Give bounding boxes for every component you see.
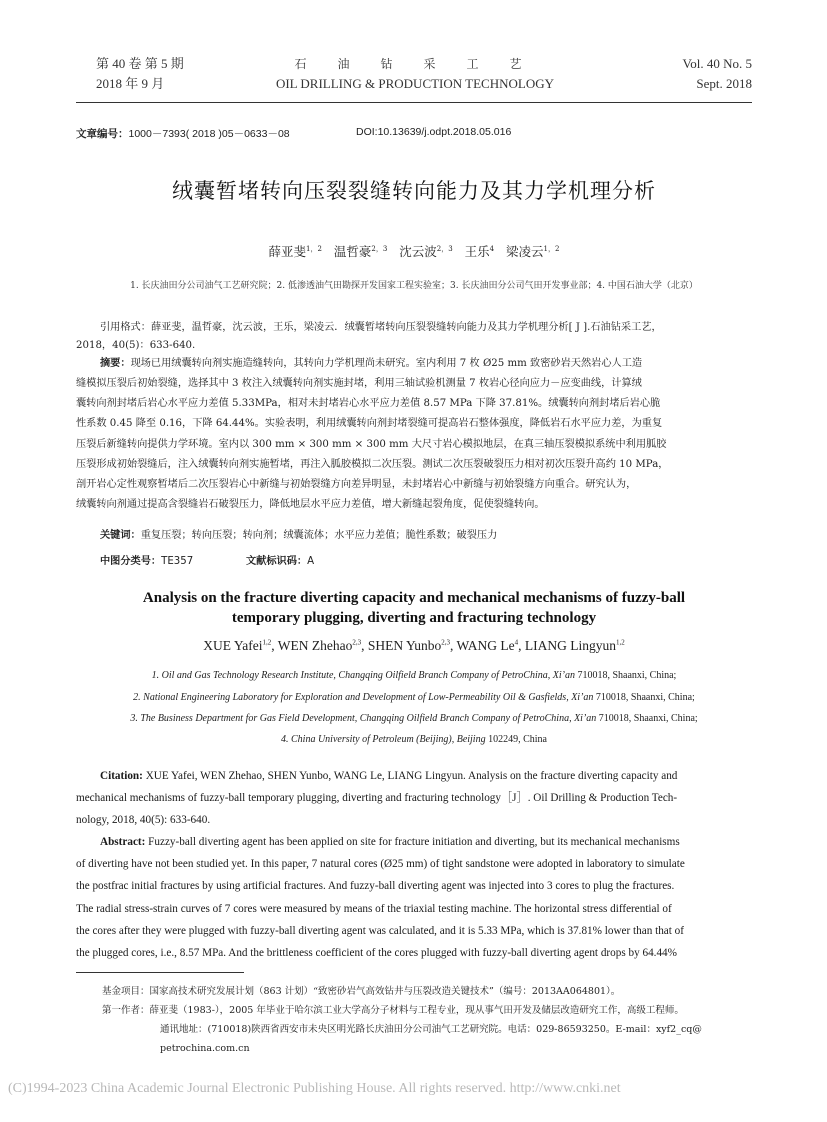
abstract-cn-line: 现场已用绒囊转向剂实施造缝转向，其转向力学机理尚未研究。室内利用 7 枚 Ø25 mm 致密砂岩天然岩心人工造 bbox=[130, 358, 643, 369]
author-cn: 温哲豪 bbox=[333, 244, 372, 259]
author-cn: 沈云波 bbox=[399, 244, 437, 259]
author-en: XUE Yafei bbox=[203, 638, 263, 653]
abstract-cn-line: 囊转向剂封堵后岩心水平应力差值 5.33MPa，相对未封堵岩心水平应力差值 8.57 MPa 下降 37.81%。绒囊转向剂封堵后岩心脆 bbox=[76, 398, 661, 410]
abstract-en-line: the postfrac initial fractures by using artificial fractures. And fuzzy-ball diverting agent was injected into 3 cores to plug the fractures. bbox=[76, 880, 675, 893]
keywords-cn-text: 重复压裂；转向压裂；转向剂；绒囊流体；水平应力差值；脆性系数；破裂压力 bbox=[140, 530, 498, 541]
author-affil-sup: 1,2 bbox=[262, 638, 272, 647]
abstract-en-line: of diverting have not been studied yet. In this paper, 7 natural cores (Ø25 mm) of tight sandstone were adopted in laboratory to simulate bbox=[76, 858, 685, 871]
keywords-cn bbox=[100, 526, 752, 546]
abstract-cn-line: 压裂形成初始裂缝后，注入绒囊转向剂实施暂堵，再注入胍胶模拟二次压裂。测试二次压裂破裂压力相对初次压裂升高约 10 MPa， bbox=[76, 458, 669, 470]
article-meta bbox=[76, 126, 290, 141]
citation-en-line3: nology, 2018, 40(5): 633-640. bbox=[76, 814, 211, 827]
abstract-cn-line: 压裂后新缝转向提供力学环境。室内以 300 mm × 300 mm × 300 mm 大尺寸岩心模拟地层，在真三轴压裂模拟系统中利用胍胶 bbox=[76, 438, 667, 450]
author-affil-sup: 2,3 bbox=[352, 638, 362, 647]
affiliation-en bbox=[60, 670, 768, 681]
citation-en bbox=[76, 765, 752, 832]
author-affil-sup: 1，2 bbox=[306, 244, 322, 253]
author-en: LIANG Lingyun bbox=[524, 638, 616, 653]
abstract-cn-line: 性系数 0.45 降至 0.16，下降 64.44%。实验表明，利用绒囊转向剂封堵裂缝可提高岩石整体强度，降低岩石水平应力差，为重复 bbox=[76, 418, 663, 430]
title-en bbox=[76, 588, 752, 628]
title-en-line1: Analysis on the fracture diverting capacity and mechanical mechanisms of fuzzy-ball bbox=[142, 590, 686, 606]
affiliation-en-tail: 710018, Shaanxi, China; bbox=[596, 713, 698, 724]
author-affil-sup: 4 bbox=[514, 638, 519, 647]
affiliation-en bbox=[60, 692, 768, 703]
author-affil-sup: 1，2 bbox=[543, 244, 560, 253]
copyright-footer: (C)1994-2023 China Academic Journal Electronic Publishing House. All rights reserved. http://www.cnki.net bbox=[8, 1081, 621, 1096]
abstract-cn-line: 缝模拟压裂后初始裂缝，选择其中 3 枚注入绒囊转向剂实施封堵，利用三轴试验机测量 7 枚岩心径向应力－应变曲线，计算绒 bbox=[76, 378, 642, 389]
abstract-en bbox=[76, 831, 752, 964]
affiliation-en bbox=[60, 713, 768, 724]
authors-cn bbox=[76, 242, 752, 260]
doi: DOI:10.13639/j.odpt.2018.05.016 bbox=[356, 126, 512, 138]
title-en-line2: temporary plugging, diverting and fracturing technology bbox=[231, 610, 597, 626]
author-en: WANG Le bbox=[456, 638, 515, 653]
affiliation-en-tail: 710018, Shaanxi, China; bbox=[574, 670, 677, 681]
affiliation-en-text: 4. China University of Petroleum (Beijing), Beijing bbox=[281, 734, 486, 745]
abstract-en-first-line bbox=[76, 831, 752, 853]
funding-label: 基金项目： bbox=[102, 986, 150, 997]
citation-en-line1: XUE Yafei, WEN Zhehao, SHEN Yunbo, WANG Le, LIANG Lingyun. Analysis on the fracture diverting capacity and bbox=[142, 770, 678, 782]
doc-code bbox=[246, 552, 314, 572]
journal-name-cn: 石 油 钻 采 工 艺 bbox=[294, 57, 536, 71]
author-affil-sup: 4 bbox=[489, 244, 495, 253]
volume-cn: 第 40 卷 第 5 期 bbox=[96, 56, 184, 71]
abstract-cn-line: 剖开岩心定性观察暂堵后二次压裂岩心中新缝与初始裂缝方向差异明显，未封堵岩心中新缝与初始裂缝方向重合。研究认为， bbox=[76, 479, 637, 491]
abstract-cn-line: 绒囊转向剂通过提高含裂缝岩石破裂压力，降低地层水平应力差值，增大新缝起裂角度，促使裂缝转向。 bbox=[76, 499, 545, 511]
citation-en-first-line bbox=[76, 765, 752, 787]
affiliations-cn: 1. 长庆油田分公司油气工艺研究院；2. 低渗透油气田勘探开发国家工程实验室；3. 长庆油田分公司气田开发事业部；4. 中国石油大学（北京） bbox=[130, 281, 698, 291]
header-rule bbox=[76, 102, 752, 103]
abstract-cn-first-line bbox=[100, 354, 752, 374]
clc-label: 中图分类号： bbox=[100, 556, 162, 567]
abstract-en-line: the cores after they were plugged with fuzzy-ball diverting agent was calculated, and it is 5.33 MPa, which is 37.81% lower than that of bbox=[76, 924, 684, 937]
first-author-note bbox=[102, 1001, 754, 1020]
affiliation-en bbox=[60, 734, 768, 745]
citation-en-line2: mechanical mechanisms of fuzzy-ball temporary plugging, diverting and fracturing technology［J］. Oil Drilling & Production Tech- bbox=[76, 792, 678, 805]
author-cn: 梁凌云 bbox=[506, 244, 544, 259]
journal-issue-cn bbox=[96, 54, 184, 94]
keywords-cn-label: 关键词： bbox=[100, 530, 141, 541]
citation-cn-line2: 2018，40(5)：633-640. bbox=[76, 340, 196, 351]
doc-code-value: A bbox=[307, 556, 315, 567]
clc-number bbox=[100, 552, 193, 572]
author-cn: 薛亚斐 bbox=[268, 244, 307, 259]
abstract-en-line: The radial stress-strain curves of 7 cores were measured by means of the triaxial testing machine. The horizontal stress differential of bbox=[76, 902, 672, 915]
funding-text: 国家高技术研究发展计划（863 计划）“致密砂岩气高效钻井与压裂改造关键技术”（编号：2013AA064801）。 bbox=[149, 986, 621, 997]
journal-issue-en bbox=[683, 54, 752, 94]
footnote-rule bbox=[76, 972, 244, 973]
first-author-label: 第一作者： bbox=[102, 1005, 150, 1016]
title-cn: 绒囊暂堵转向压裂裂缝转向能力及其力学机理分析 bbox=[172, 179, 656, 203]
first-author-text: 薛亚斐（1983-），2005 年毕业于哈尔滨工业大学高分子材料与工程专业，现从事气田开发及储层改造研究工作，高级工程师。 bbox=[149, 1005, 684, 1016]
affiliation-en-text: 3. The Business Department for Gas Field Development, Changqing Oilfield Branch Company of PetroChina, Xi’an bbox=[130, 713, 597, 724]
authors-en: XUE Yafei$^{1,2}$, WEN Zhehao$^{2,3}$, SHEN Yunbo$^{2,3}$, WANG Le$^4$, LIANG Lingyun$^{1,2}$ bbox=[203, 638, 625, 653]
date-en: Sept. 2018 bbox=[696, 76, 752, 91]
abstract-en-line1: Fuzzy-ball diverting agent has been applied on site for fracture initiation and diverting, but its mechanical mechanisms bbox=[145, 836, 680, 848]
affiliation-en-tail: 710018, Shaanxi, China; bbox=[593, 692, 695, 703]
volume-en: Vol. 40 No. 5 bbox=[682, 56, 752, 71]
citation-cn-line1: 薛亚斐，温哲豪，沈云波，王乐，梁凌云．绒囊暂堵转向压裂裂缝转向能力及其力学机理分析[ J ].石油钻采工艺， bbox=[150, 322, 662, 333]
author-affil-sup: 2，3 bbox=[371, 244, 388, 253]
abstract-en-label: Abstract: bbox=[100, 836, 146, 848]
author-affil-sup: 2,3 bbox=[441, 638, 450, 647]
author-en: SHEN Yunbo bbox=[367, 638, 442, 653]
author-en: WEN Zhehao bbox=[277, 638, 353, 653]
date-cn: 2018 年 9 月 bbox=[96, 76, 165, 91]
affiliation-en-tail: 102249, China bbox=[485, 734, 547, 745]
affiliation-en-text: 2. National Engineering Laboratory for Exploration and Development of Low-Permeability Oil & Gasfields, Xi’an bbox=[133, 692, 594, 703]
clc-value: TE357 bbox=[161, 556, 194, 567]
abstract-cn-label: 摘要： bbox=[100, 358, 131, 369]
doc-code-label: 文献标识码： bbox=[246, 556, 308, 567]
article-no: 1000－7393( 2018 )05－0633－08 bbox=[128, 128, 290, 140]
author-cn: 王乐 bbox=[464, 244, 490, 259]
email-tail: petrochina.com.cn bbox=[160, 1043, 250, 1054]
journal-name bbox=[250, 54, 580, 94]
journal-name-en: OIL DRILLING & PRODUCTION TECHNOLOGY bbox=[275, 76, 555, 91]
abstract-en-line: the plugged cores, i.e., 8.57 MPa. And the brittleness coefficient of the cores plugged with fuzzy-ball diverting agent drops by 64.44% bbox=[76, 947, 677, 960]
address-note: 通讯地址：(710018)陕西省西安市未央区明光路长庆油田分公司油气工艺研究院。电话：029-86593250。E-mail：xyf2_cq@ bbox=[160, 1024, 702, 1035]
article-no-label: 文章编号： bbox=[76, 128, 129, 140]
affiliation-en-text: 1. Oil and Gas Technology Research Institute, Changqing Oilfield Branch Company of PetroChina, Xi’an bbox=[151, 670, 575, 681]
abstract-cn-body bbox=[76, 374, 752, 515]
author-affil-sup: 1,2 bbox=[616, 638, 625, 647]
citation-en-label: Citation: bbox=[100, 770, 143, 782]
author-affil-sup: 2，3 bbox=[436, 244, 453, 253]
footnotes bbox=[102, 982, 754, 1058]
citation-cn-label: 引用格式： bbox=[100, 322, 151, 333]
funding-note bbox=[102, 982, 754, 1001]
